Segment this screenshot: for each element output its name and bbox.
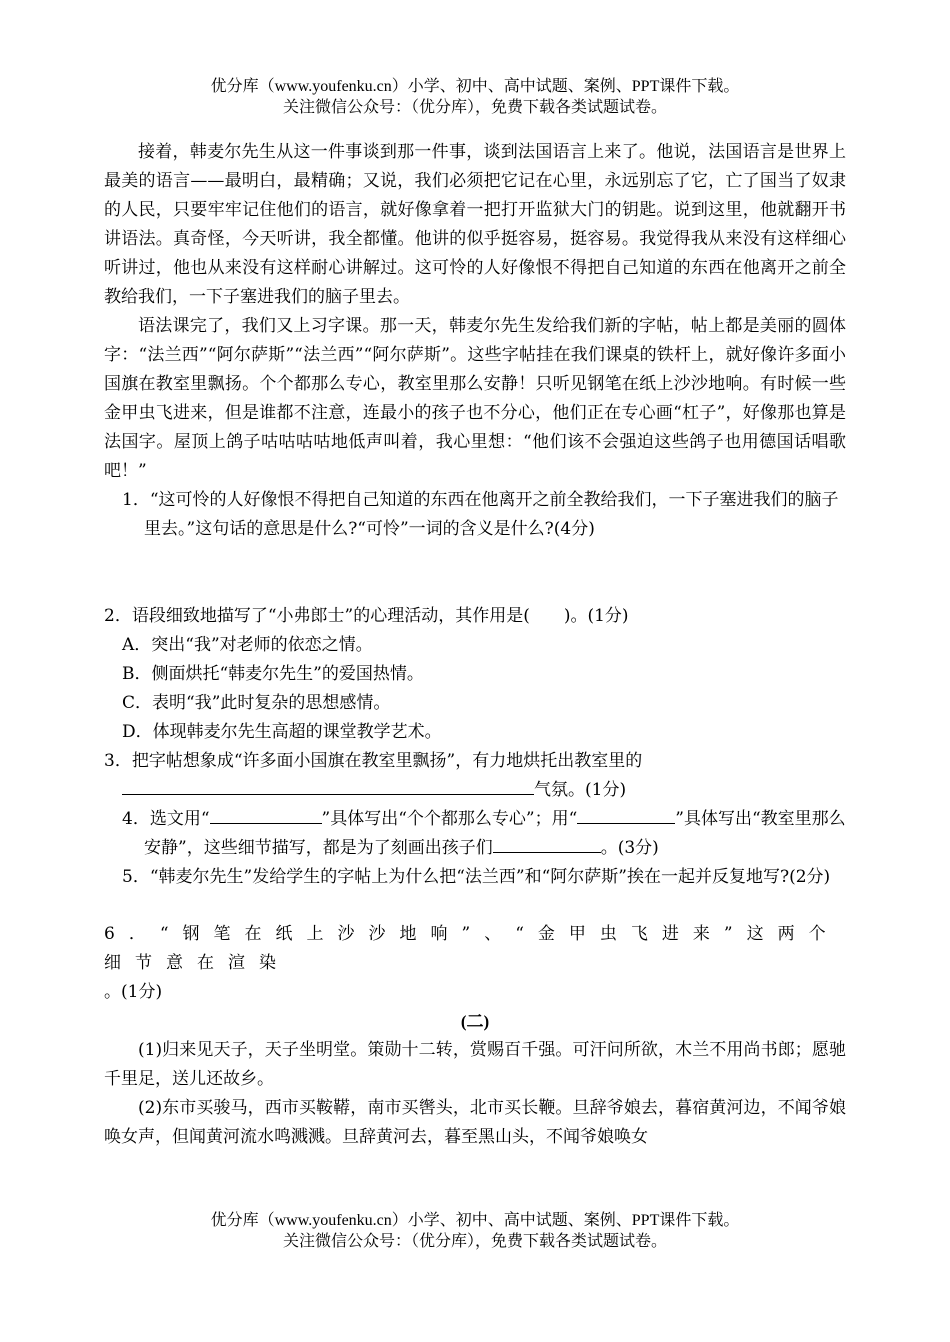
answer-blank-4c[interactable] [493,834,601,853]
header-line-2: 关注微信公众号：（优分库），免费下载各类试题试卷。 [282,99,667,116]
question-4-text-b: ”具体写出“个个都那么专心”；用“ [321,809,578,829]
question-4-text-a: 4．选文用“ [122,809,210,829]
section-2-paragraph-1: (1)归来见天子，天子坐明堂。策勋十二转，赏赐百千强。可汗问所欲，木兰不用尚书郎；愿驰千里足，送儿还故乡。 [104,1040,846,1089]
question-4-text-d: 。(3分) [600,838,659,858]
answer-blank-3[interactable] [122,776,534,795]
answer-space-1 [104,544,846,602]
footer-line-2: 关注微信公众号：（优分库），免费下载各类试题试卷。 [282,1233,667,1250]
question-3 [104,747,846,805]
question-6-tail: 。(1分) [104,982,163,1002]
passage-paragraph-1: 接着，韩麦尔先生从这一件事谈到那一件事，谈到法国语言上来了。他说，法国语言是世界上最美的语言——最明白，最精确；又说，我们必须把它记在心里，永远别忘了它，亡了国当了奴隶的人民，只要牢牢记住他们的语言，就好像拿着一把打开监狱大门的钥匙。说到这里，他就翻开书讲语法。真奇怪，今天听讲，我全都懂。他讲的似乎挺容易，挺容易。我觉得我从来没有这样细心听讲过，他也从来没有这样耐心讲解过。这可怜的人好像恨不得把自己知道的东西在他离开之前全教给我们，一下子塞进我们的脑子里去。 [104,142,846,307]
question-2-option-a: A．突出“我”对老师的依恋之情。 [122,635,373,655]
document-body [104,138,846,1152]
page-footer [0,1210,950,1252]
passage-paragraph-2: 语法课完了，我们又上习字课。那一天，韩麦尔先生发给我们新的字帖，帖上都是美丽的圆体字：“法兰西”“阿尔萨斯”“法兰西”“阿尔萨斯”。这些字帖挂在我们课桌的铁杆上，就好像许多面小国旗在教室里飘扬。个个都那么专心，教室里那么安静！只听见钢笔在纸上沙沙地响。有时候一些金甲虫飞进来，但是谁都不注意，连最小的孩子也不分心，他们正在专心画“杠子”，好像那也算是法国字。屋顶上鸽子咕咕咕咕地低声叫着，我心里想：“他们该不会强迫这些鸽子也用德国话唱歌吧！” [104,316,846,481]
question-6-text: 6．“钢笔在纸上沙沙地响”、“金甲虫飞进来”这两个细节意在渲染 [104,924,840,973]
question-1: 1．“这可怜的人好像恨不得把自己知道的东西在他离开之前全教给我们，一下子塞进我们的脑子里去。”这句话的意思是什么?“可怜”一词的含义是什么?(4分) [122,490,839,539]
question-2-option-b: B．侧面烘托“韩麦尔先生”的爱国热情。 [122,664,424,684]
question-4-text-c: ”具体写出“教室里那么安静”，这些细节描写，都是为了刻画出孩子们 [144,809,846,858]
question-3-text: 3．把字帖想象成“许多面小国旗在教室里飘扬”，有力地烘托出教室里的 [104,751,643,771]
section-2-title: (二) [460,1012,490,1031]
question-4 [104,805,846,863]
question-2-option-c: C．表明“我”此时复杂的思想感情。 [122,693,391,713]
question-3-tail: 气氛。(1分) [534,780,627,800]
answer-blank-4b[interactable] [577,805,675,824]
page-header [0,76,950,118]
question-2-option-d: D．体现韩麦尔先生高超的课堂教学艺术。 [122,722,442,742]
footer-line-1: 优分库（www.youfenku.cn）小学、初中、高中试题、案例、PPT课件下载。 [210,1212,740,1229]
question-6 [104,920,846,1007]
header-line-1: 优分库（www.youfenku.cn）小学、初中、高中试题、案例、PPT课件下载。 [210,78,740,95]
answer-space-5 [104,892,846,920]
question-5: 5．“韩麦尔先生”发给学生的字帖上为什么把“法兰西”和“阿尔萨斯”挨在一起并反复地写?(2分) [122,867,831,887]
question-2: 2．语段细致地描写了“小弗郎士”的心理活动，其作用是( )。(1分) [104,606,629,626]
section-2-paragraph-2: (2)东市买骏马，西市买鞍鞯，南市买辔头，北市买长鞭。旦辞爷娘去，暮宿黄河边，不闻爷娘唤女声，但闻黄河流水鸣溅溅。旦辞黄河去，暮至黑山头，不闻爷娘唤女 [104,1098,846,1147]
answer-blank-4a[interactable] [210,805,322,824]
